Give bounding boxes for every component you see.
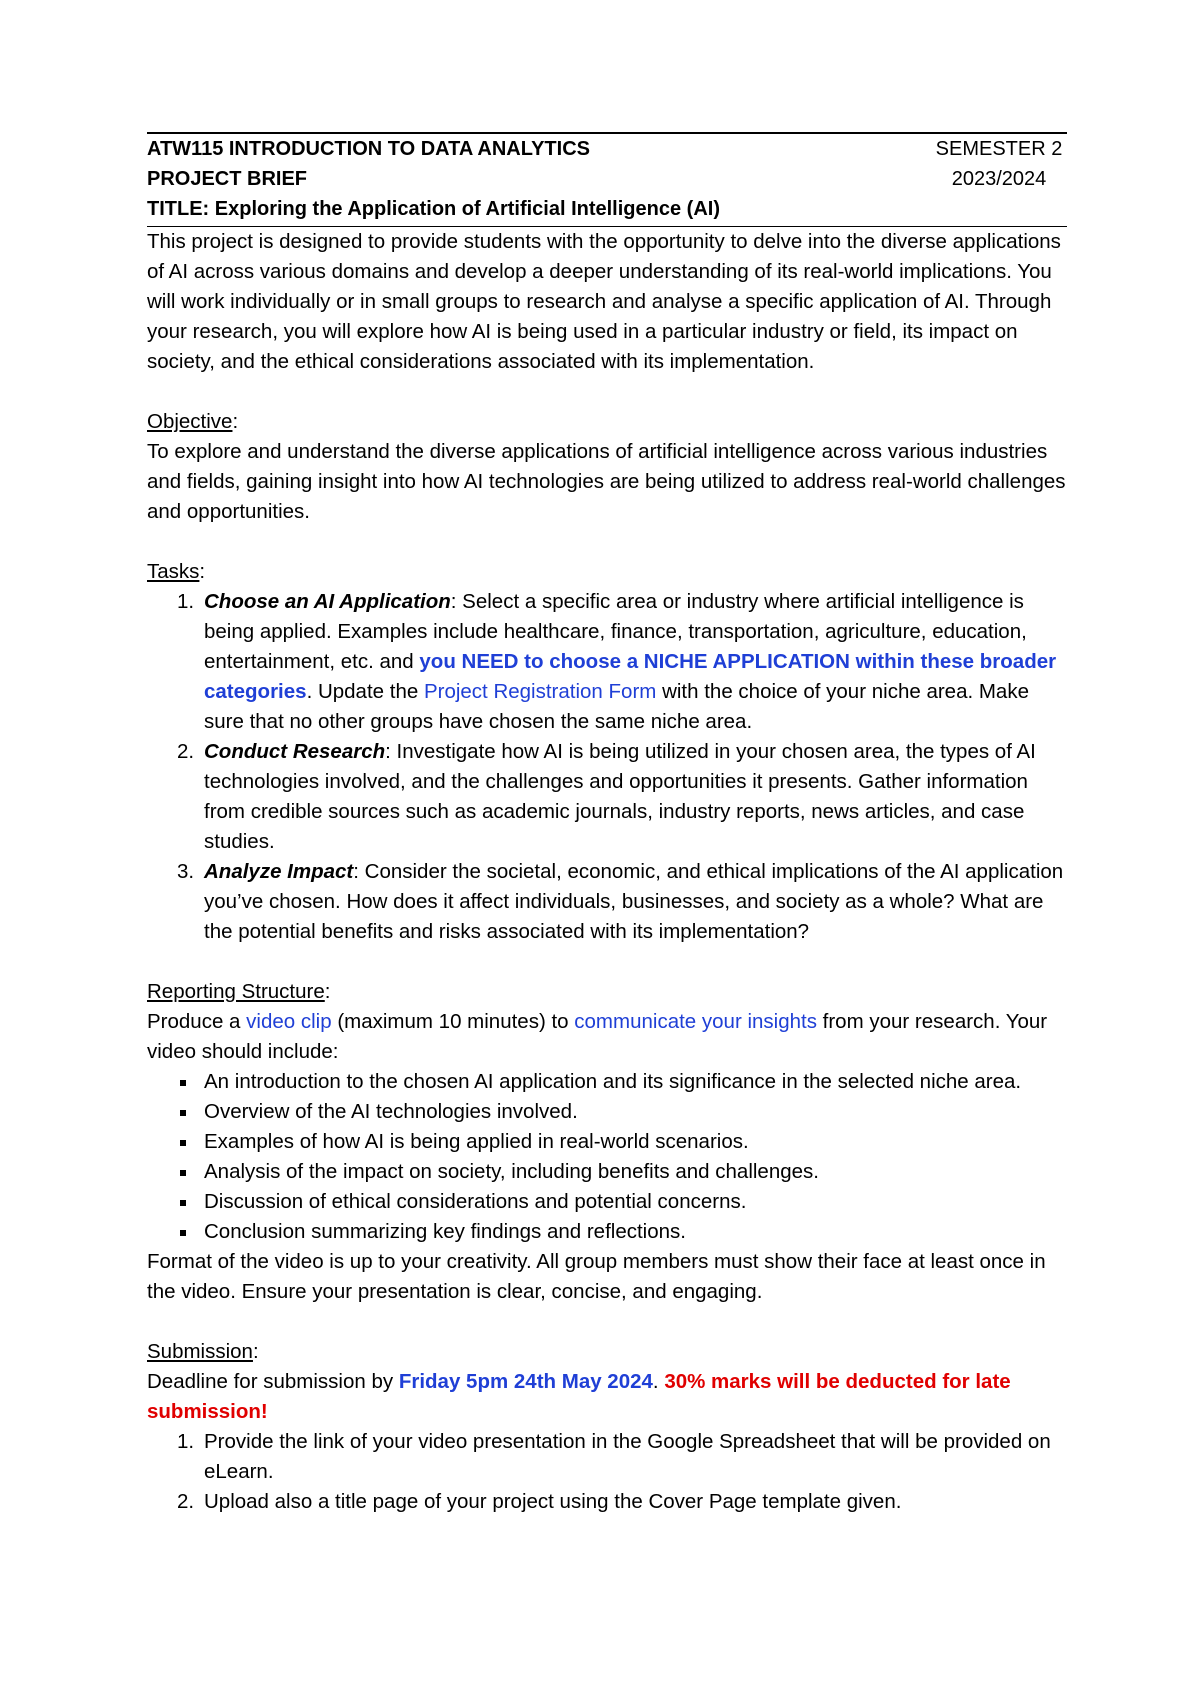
bullet-icon (180, 1110, 186, 1116)
bullet-icon (180, 1140, 186, 1146)
reporting-heading: Reporting Structure: (147, 980, 331, 1003)
niche-requirement: you NEED to choose a NICHE APPLICATION within these broader categories (204, 650, 1057, 703)
project-title: TITLE: Exploring the Application of Artificial Intelligence (AI) (147, 198, 720, 220)
registration-form-link[interactable]: Project Registration Form (423, 680, 657, 703)
video-clip-link[interactable]: video clip (246, 1010, 332, 1033)
bullet-icon (180, 1080, 186, 1086)
list-item: Discussion of ethical considerations and potential concerns. (147, 1187, 1067, 1217)
deadline-date: Friday 5pm 24th May 2024 (398, 1370, 653, 1393)
brief-label: PROJECT BRIEF (147, 168, 308, 190)
video-content-list (147, 1067, 1067, 1247)
submission-step-1: 1. Provide the link of your video presentation in the Google Spreadsheet that will be provided on eLearn. (177, 1430, 1051, 1483)
header-row-2 (147, 164, 1067, 194)
list-item: Analysis of the impact on society, including benefits and challenges. (147, 1157, 1067, 1187)
reporting-lead: Produce a video clip (maximum 10 minutes) to communicate your insights from your research. Your video should include: (147, 1010, 1048, 1063)
reporting-closing: Format of the video is up to your creativity. All group members must show their face at least once in the video. Ensure your presentation is clear, concise, and engaging. (147, 1250, 1046, 1303)
late-penalty: 30% marks will be deducted for late submission! (147, 1370, 1011, 1423)
course-code-title: ATW115 INTRODUCTION TO DATA ANALYTICS (147, 138, 590, 160)
bullet-icon (180, 1170, 186, 1176)
document-body (147, 227, 1067, 1517)
submission-steps (147, 1427, 1067, 1517)
submission-step-2: 2. Upload also a title page of your project using the Cover Page template given. (177, 1490, 902, 1513)
tasks-heading: Tasks: (147, 560, 206, 583)
list-item: Examples of how AI is being applied in real-world scenarios. (147, 1127, 1067, 1157)
document-page (147, 132, 1067, 1517)
communicate-insights-link[interactable]: communicate your insights (574, 1010, 817, 1033)
intro-paragraph: This project is designed to provide students with the opportunity to delve into the diverse applications of AI across various domains and develop a deeper understanding of its real-world implications. You will work individually or in small groups to research and analyse a specific application of AI. Through your research, you will explore how AI is being used in a particular industry or field, its impact on society, and the ethical considerations associated with its implementation. (147, 230, 1061, 373)
header-row-1 (147, 134, 1067, 164)
academic-year: 2023/2024 (951, 168, 1047, 190)
bullet-icon (180, 1200, 186, 1206)
task-item-2: 2. Conduct Research: Investigate how AI is being utilized in your chosen area, the types of AI technologies involved, and the challenges and opportunities it presents. Gather information from credible sources such as academic journals, industry reports, news articles, and case studies. (177, 740, 1036, 853)
submission-heading: Submission: (147, 1340, 259, 1363)
list-item: Conclusion summarizing key findings and reflections. (147, 1217, 1067, 1247)
task-item-1: 1. Choose an AI Application: Select a specific area or industry where artificial intelligence is being applied. Examples include healthcare, finance, transportation, agriculture, education, entertainment, etc. and you NEED to choose a NICHE APPLICATION within these broader categories. Update the Project Registration Form with the choice of your niche area. Make sure that no other groups have chosen the same niche area. (177, 590, 1057, 733)
list-item: An introduction to the chosen AI application and its significance in the selected niche area. (147, 1067, 1067, 1097)
task-item-3: 3. Analyze Impact: Consider the societal, economic, and ethical implications of the AI application you’ve chosen. How does it affect individuals, businesses, and society as a whole? What are the potential benefits and risks associated with its implementation? (177, 860, 1064, 943)
objective-heading: Objective: (147, 410, 239, 433)
header-row-3 (147, 194, 1067, 224)
objective-text: To explore and understand the diverse applications of artificial intelligence across various industries and fields, gaining insight into how AI technologies are being utilized to address real-world challenges and opportunities. (147, 440, 1066, 523)
bullet-icon (180, 1230, 186, 1236)
semester-label: SEMESTER 2 (935, 138, 1063, 160)
submission-deadline: Deadline for submission by Friday 5pm 24th May 2024. 30% marks will be deducted for late submission! (147, 1370, 1011, 1423)
tasks-list (147, 587, 1067, 947)
list-item: Overview of the AI technologies involved. (147, 1097, 1067, 1127)
